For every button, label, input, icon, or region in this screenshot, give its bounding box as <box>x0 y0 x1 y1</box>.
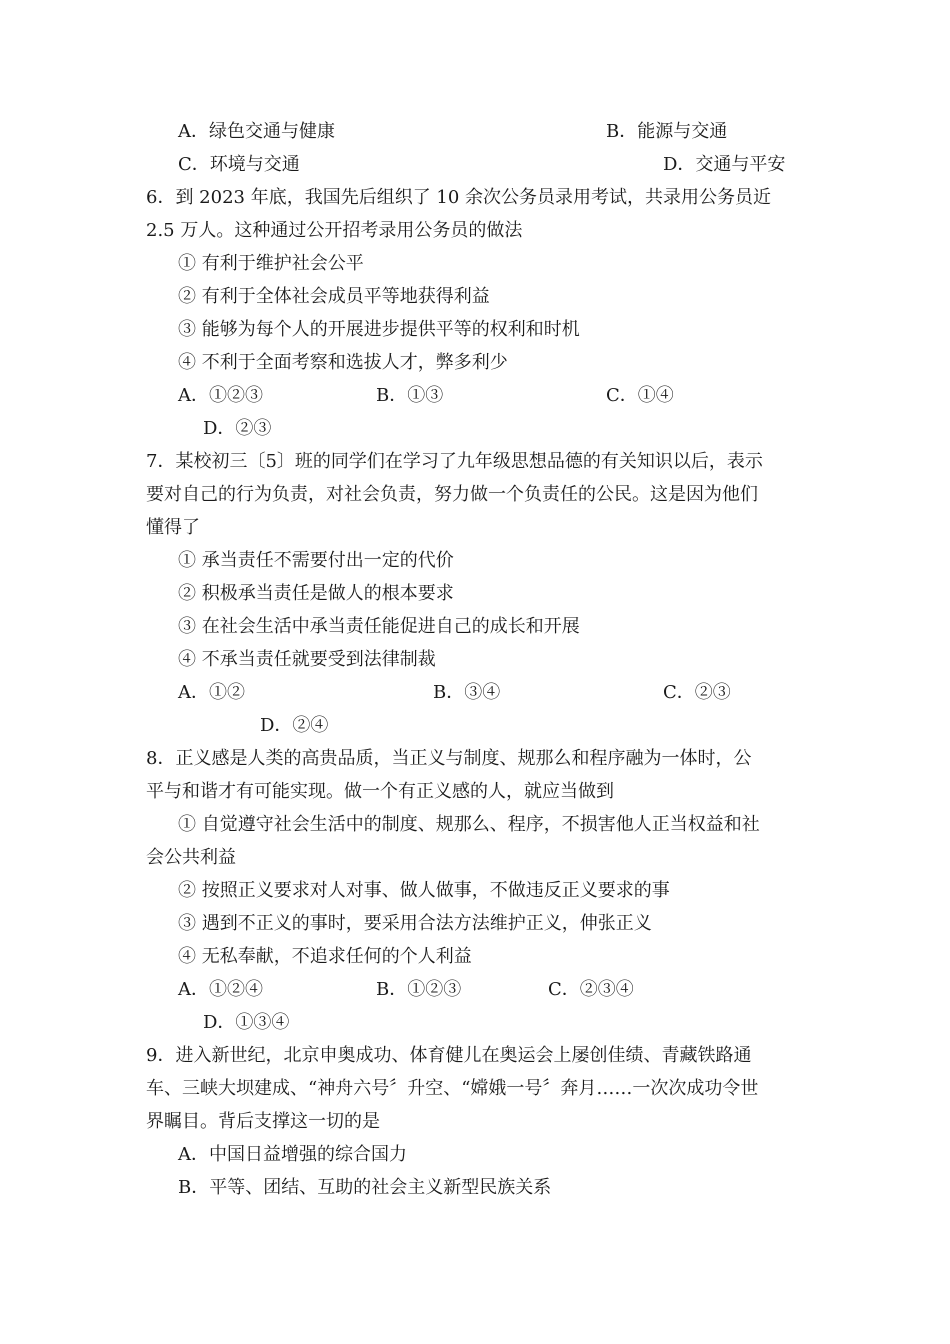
q8-stem-line-2: 平与和谐才有可能实现。做一个有正义感的人，就应当做到 <box>146 781 614 802</box>
q6-stem-line-2: 2.5 万人。这种通过公开招考录用公务员的做法 <box>146 220 523 241</box>
q6-statement-3: ③ 能够为每个人的开展进步提供平等的权利和时机 <box>178 319 580 340</box>
q6-statement-1: ① 有利于维护社会公平 <box>178 253 364 274</box>
q6-option-b: B．①③ <box>376 385 444 406</box>
q8-statement-3: ③ 遇到不正义的事时，要采用合法方法维护正义，伸张正义 <box>178 913 652 934</box>
q7-statement-3: ③ 在社会生活中承当责任能促进自己的成长和开展 <box>178 616 580 637</box>
q6-option-d: D．②③ <box>203 418 272 439</box>
q7-option-d: D．②④ <box>260 715 329 736</box>
q9-option-b: B．平等、团结、互助的社会主义新型民族关系 <box>178 1177 552 1198</box>
q5-option-c: C．环境与交通 <box>178 154 300 175</box>
q6-statement-2: ② 有利于全体社会成员平等地获得利益 <box>178 286 490 307</box>
q6-option-c: C．①④ <box>606 385 674 406</box>
q7-option-c: C．②③ <box>663 682 731 703</box>
q8-statement-1-line-2: 会公共利益 <box>146 847 236 868</box>
q7-statement-2: ② 积极承当责任是做人的根本要求 <box>178 583 454 604</box>
q7-stem-line-2: 要对自己的行为负责，对社会负责，努力做一个负责任的公民。这是因为他们 <box>146 484 758 505</box>
q8-statement-1-line-1: ① 自觉遵守社会生活中的制度、规那么、程序，不损害他人正当权益和社 <box>178 814 760 835</box>
q8-statement-2: ② 按照正义要求对人对事、做人做事，不做违反正义要求的事 <box>178 880 670 901</box>
q7-statement-4: ④ 不承当责任就要受到法律制裁 <box>178 649 436 670</box>
q8-option-b: B．①②③ <box>376 979 462 1000</box>
q9-stem-line-1: 9．进入新世纪，北京申奥成功、体育健儿在奥运会上屡创佳绩、青藏铁路通 <box>146 1045 752 1066</box>
q8-option-a: A．①②④ <box>178 979 263 1000</box>
q6-option-a: A．①②③ <box>178 385 263 406</box>
q6-statement-4: ④ 不利于全面考察和选拔人才，弊多利少 <box>178 352 508 373</box>
q5-option-a: A．绿色交通与健康 <box>178 121 335 142</box>
q6-stem-line-1: 6．到 2023 年底，我国先后组织了 10 余次公务员录用考试，共录用公务员近 <box>146 187 772 208</box>
q7-option-b: B．③④ <box>433 682 501 703</box>
q7-stem-line-3: 懂得了 <box>146 517 200 538</box>
q7-option-a: A．①② <box>178 682 245 703</box>
q8-statement-4: ④ 无私奉献，不追求任何的个人利益 <box>178 946 472 967</box>
q5-option-b: B．能源与交通 <box>606 121 728 142</box>
q8-option-c: C．②③④ <box>548 979 634 1000</box>
q7-statement-1: ① 承当责任不需要付出一定的代价 <box>178 550 454 571</box>
q9-option-a: A．中国日益增强的综合国力 <box>178 1144 407 1165</box>
q9-stem-line-2: 车、三峡大坝建成、“神舟六号〞升空、“嫦娥一号〞奔月……一次次成功令世 <box>146 1078 759 1099</box>
q8-stem-line-1: 8．正义感是人类的高贵品质，当正义与制度、规那么和程序融为一体时，公 <box>146 748 752 769</box>
q8-option-d: D．①③④ <box>203 1012 290 1033</box>
q5-option-d: D．交通与平安 <box>663 154 786 175</box>
q7-stem-line-1: 7．某校初三〔5〕班的同学们在学习了九年级思想品德的有关知识以后，表示 <box>146 451 763 472</box>
q9-stem-line-3: 界瞩目。背后支撑这一切的是 <box>146 1111 380 1132</box>
